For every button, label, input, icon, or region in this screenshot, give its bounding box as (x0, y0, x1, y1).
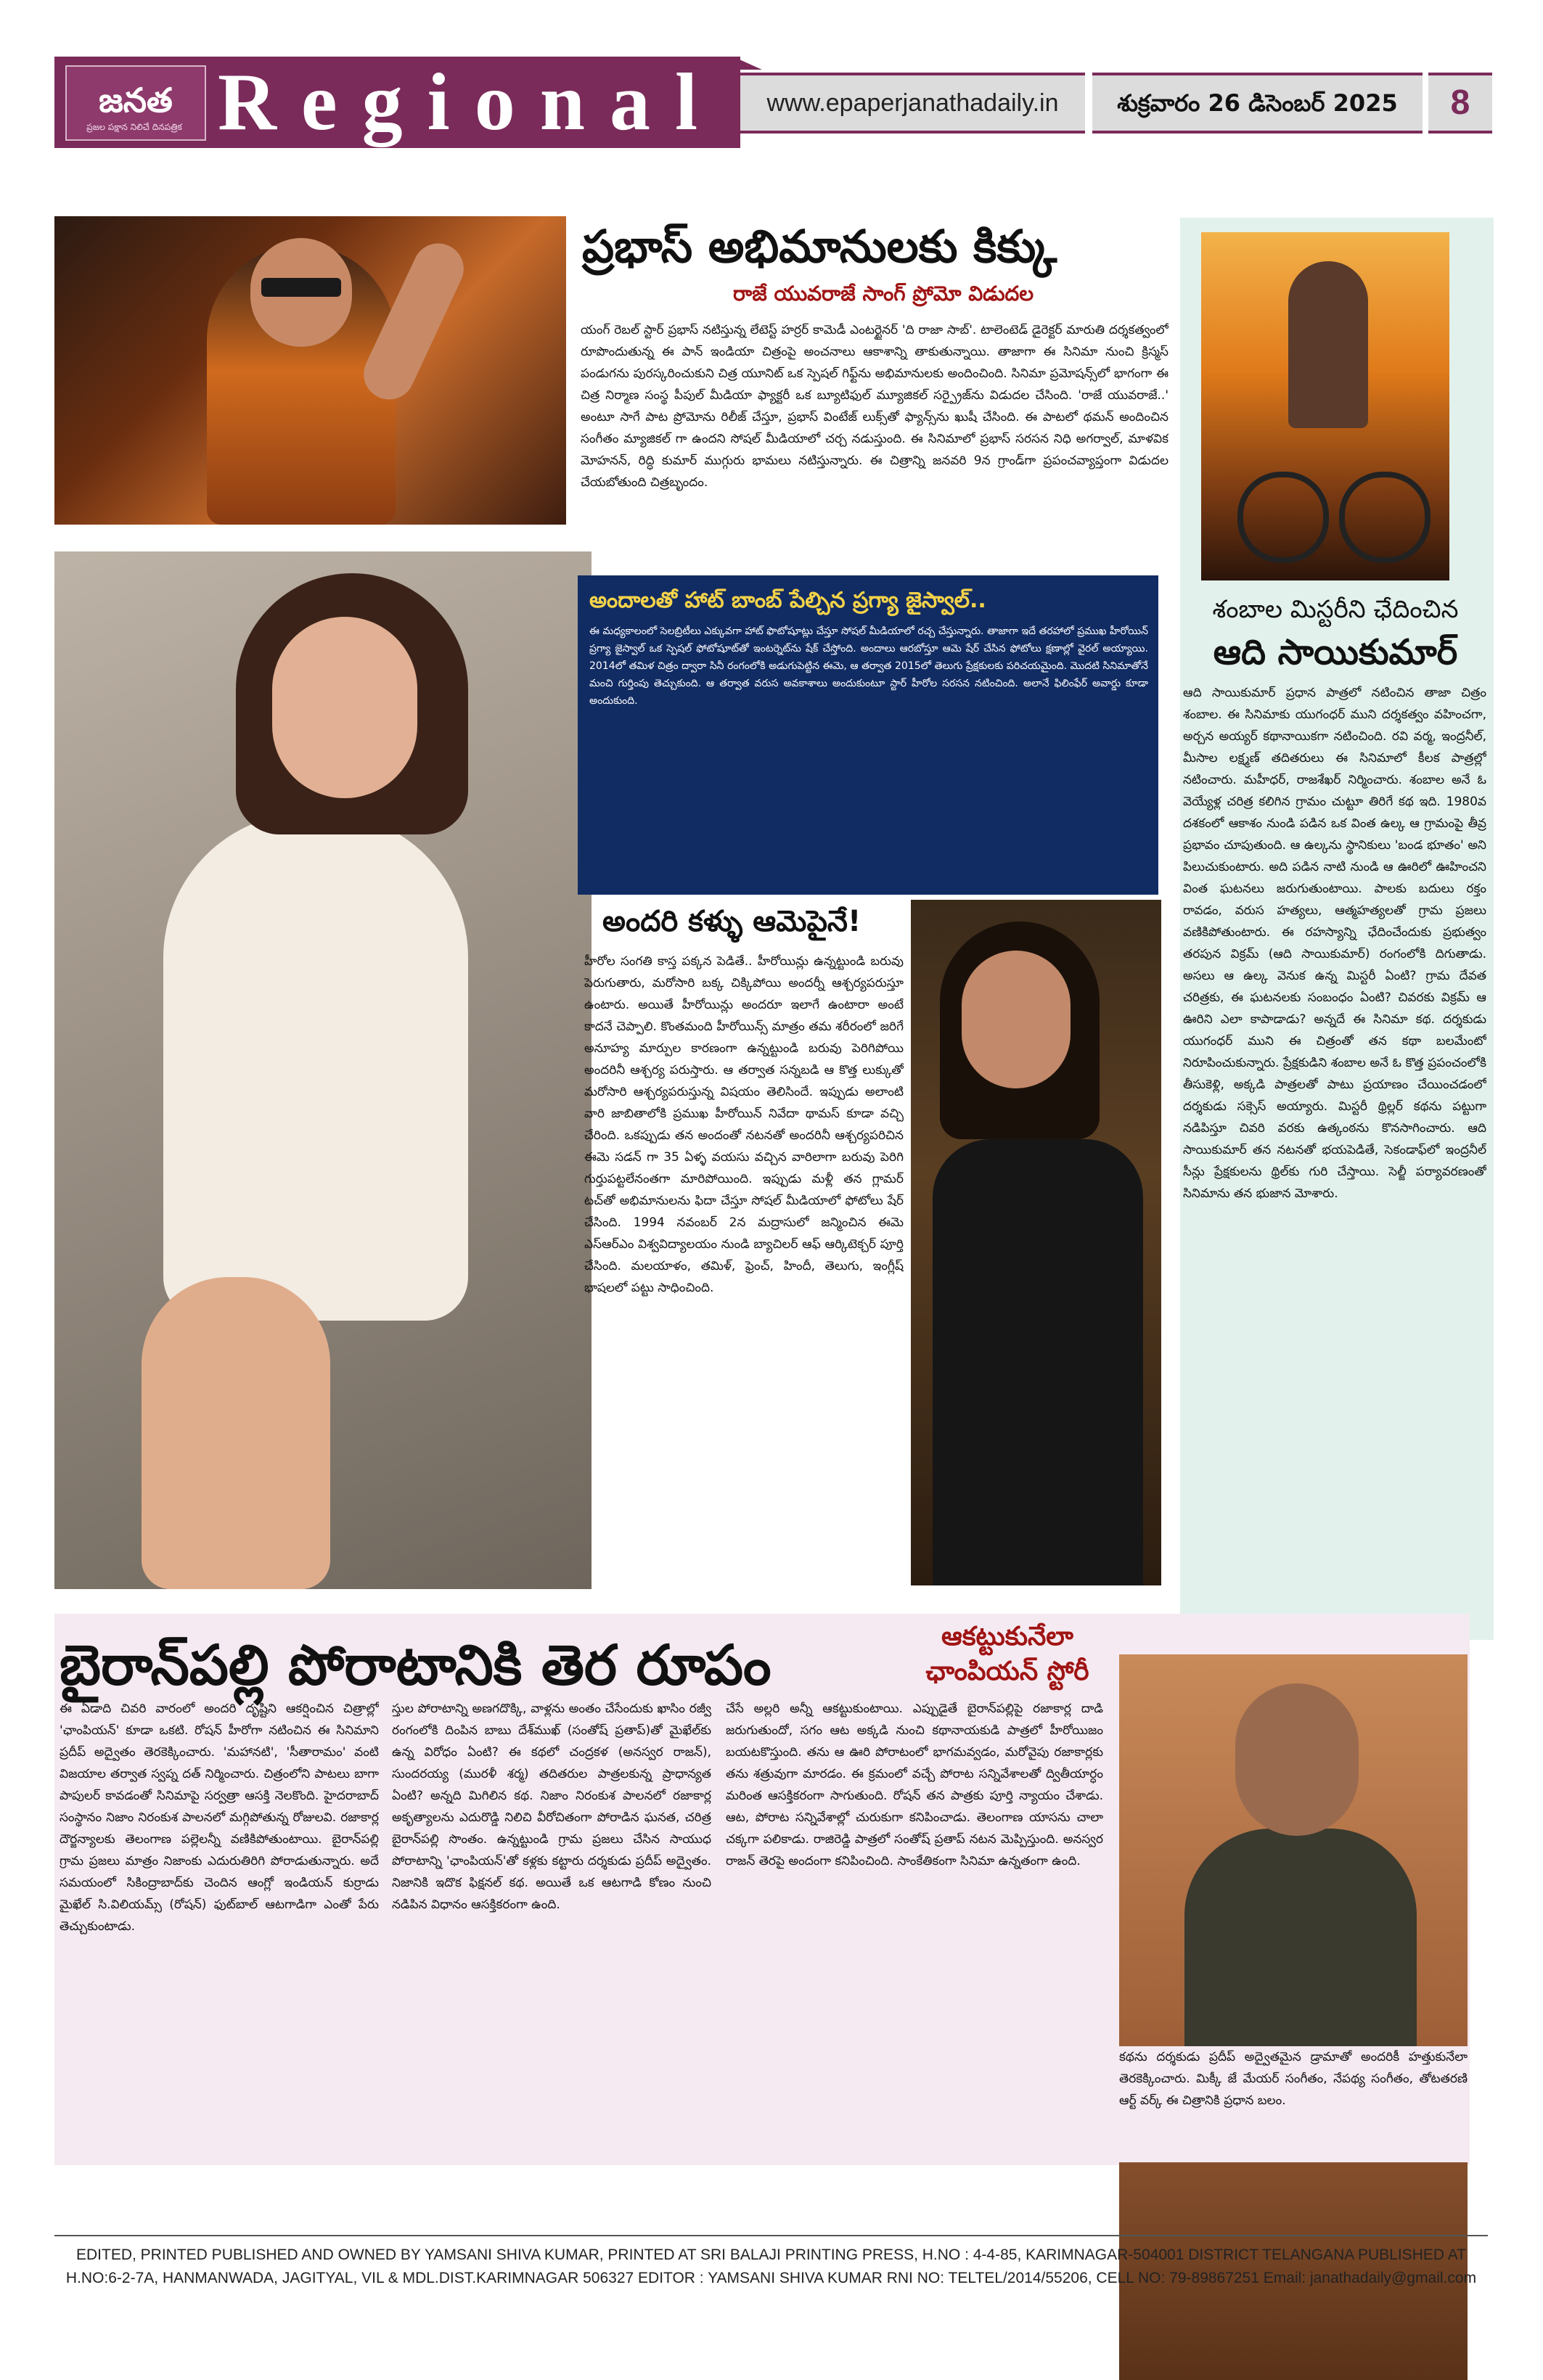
page-number: 8 (1428, 73, 1492, 134)
aadi-kicker: శంబాల మిస్టరీని ఛేదించిన (1212, 595, 1459, 624)
byranpally-headline: బైరాన్‌పల్లి పోరాటానికి తెర రూపం (60, 1633, 772, 1697)
byranpally-column-3: చేసే అల్లరి అన్నీ ఆకట్టుకుంటాయి. ఎప్పుడైతే బైరాన్‌పల్లిపై రజాకార్ల దాడి జరుగుతుందో, సగం ఆట అక్కడి నుంచి కథానాయకుడి పాత్రలో హీరోయిజం బయటకొస్తుంది. తను ఆ ఊరి పోరాటంలో భాగమవ్వడం, మరోవైపు రజాకార్లకు తను శత్రువుగా మారడం. ఈ క్రమంలో వచ్చే పోరాట సన్నివేశాలతో ద్వితీయార్ధం మరింత ఆసక్తికరంగా సాగుతుంది. రోషన్ తన పాత్రకు పూర్తి న్యాయం చేశాడు. ఆట, పోరాట సన్నివేశాల్లో చురుకుగా కనిపించాడు. తెలంగాణ యాసను చాలా చక్కగా పలికాడు. రాజిరెడ్డి పాత్రలో సంతోష్ ప్రతాప్ నటన మెప్పిస్తుంది. అనస్వర రాజన్ తెరపై అందంగా కనిపించింది. సాంకేతికంగా సినిమా ఉన్నతంగా ఉంది. (726, 1702, 1103, 1868)
champion-headline: ఛాంపియన్ స్టోరీ (925, 1657, 1089, 1686)
issue-date: శుక్రవారం 26 డిసెంబర్ 2025 (1092, 73, 1423, 134)
champion-kicker: ఆకట్టుకునేలా (941, 1622, 1073, 1651)
section-title: Regional (218, 57, 723, 147)
nivetha-photo (911, 900, 1161, 1585)
byranpally-column-1: ఈ ఏడాది చివరి వారంలో అందరి దృష్టిని ఆకర్షించిన చిత్రాల్లో 'ఛాంపియన్' కూడా ఒకటి. రోషన్ హీరోగా నటించిన ఈ సినిమాని ప్రదీప్ అద్వైతం తెరకెక్కించారు. 'మహానటి', 'సీతారామం' వంటి విజయాల తర్వాత స్వప్న దత్ నిర్మించారు. చిత్రంలోని పాటలు బాగా పాపులర్ కావడంతో సినిమాపై సర్వత్రా ఆసక్తి నెలకొంది. హైదరాబాద్ సంస్థానం నిజాం నిరంకుశ పాలనలో మగ్గిపోతున్న రోజులవి. రజాకార్ల దౌర్జన్యాలకు తెలంగాణ పల్లెలన్నీ వణికిపోతుంటాయి. బైరాన్‌పల్లి గ్రామ ప్రజలు మాత్రం నిజాంకు ఎదురుతిరిగి పోరాడుతున్నారు. అదే సమయంలో సికింద్రాబాద్‌కు చెందిన ఆంగ్లో ఇండియన్ కుర్రాడు మైఖేల్ సి.విలియమ్స్ (రోషన్) ఫుట్‌బాల్ ఆటగాడిగా ఎంతో పేరు తెచ్చుకుంటాడు. (60, 1702, 379, 1934)
logo-tagline: ప్రజల పక్షాన నిలిచే దినపత్రిక (86, 122, 182, 132)
website-url[interactable]: www.epaperjanathadaily.in (740, 73, 1085, 134)
prabhas-photo (54, 216, 566, 525)
footer-divider (54, 2235, 1488, 2236)
byranpally-column-4: కథను దర్శకుడు ప్రదీప్ అద్వైతమైన డ్రామాతో అందరికీ హత్తుకునేలా తెరకెక్కించారు. మిక్కీ జే మేయర్ సంగీతం, నేపథ్య సంగీతం, తోటతరణి ఆర్ట్ వర్క్ ఈ చిత్రానికి ప్రధాన బలం. (1119, 2046, 1468, 2162)
imprint-line-1: EDITED, PRINTED PUBLISHED AND OWNED BY YAMSANI SHIVA KUMAR, PRINTED AT SRI BALAJI PRINTING PRESS, H.NO : 4-4-85, KARIMNAGAR-504001 DISTRICT TELANGANA PUBLISHED AT (76, 2246, 1466, 2263)
aadi-body: ఆది సాయికుమార్ ప్రధాన పాత్రలో నటించిన తాజా చిత్రం శంబాల. ఈ సినిమాకు యుగంధర్ ముని దర్శకత్వం వహించగా, అర్చన అయ్యర్ కథానాయికగా నటించింది. రవి వర్మ, ఇంద్రనీల్, మీసాల లక్ష్మణ్ తదితరులు ఈ సినిమాలో కీలక పాత్రల్లో నటించారు. మహీధర్, రాజశేఖర్ నిర్మించారు. శంబాల అనే ఓ వెయ్యేళ్ల చరిత్ర కలిగిన గ్రామం చుట్టూ తిరిగే కథ ఇది. 1980వ దశకంలో ఆకాశం నుండి పడిన ఒక వింత ఉల్క ఆ గ్రామంపై తీవ్ర ప్రభావం చూపుతుంది. ఆ ఉల్కను స్థానికులు 'బండ భూతం' అని పిలుచుకుంటారు. అది పడిన నాటి నుండి ఆ ఊరిలో ఊహించని వింత ఘటనలు జరుగుతుంటాయి. పాలకు బదులు రక్తం రావడం, వరుస హత్యలు, ఆత్మహత్యలతో గ్రామ ప్రజలు వణికిపోతుంటారు. ఈ రహస్యాన్ని ఛేదించేందుకు ప్రభుత్వం తరపున విక్రమ్ (ఆది సాయికుమార్) రంగంలోకి దిగుతాడు. అసలు ఆ ఉల్క వెనుక ఉన్న మిస్టరీ ఏంటి? గ్రామ దేవత చరిత్రకు, ఈ ఘటనలకు సంబంధం ఏంటి? చివరకు విక్రమ్ ఆ ఊరిని ఎలా కాపాడాడు? అన్నదే ఈ సినిమా కథ. దర్శకుడు యుగంధర్ ముని ఈ చిత్రంతో తన కథా బలమేంటో నిరూపించుకున్నారు. ప్రేక్షకుడిని శంబాల అనే ఓ కొత్త ప్రపంచంలోకి తీసుకెళ్లి, అక్కడి పాత్రలతో పాటు ప్రయాణం చేయించడంలో దర్శకుడు సక్సెస్ అయ్యారు. మిస్టరీ థ్రిల్లర్ కథను పట్టుగా నడిపిస్తూ చివరి వరకు ఉత్కంఠను కొనసాగించారు. ఆది సాయికుమార్ తన నటనతో భయపెడితే, సెకండాఫ్‌లో ఇంద్రనీల్ సీన్లు ప్రేక్షకులను థ్రిల్‌కు గురి చేస్తాయి. సెల్జీ పర్యావరణంతో సినిమాను తన భుజాన మోశారు. (1183, 686, 1486, 1201)
header-notch (733, 57, 762, 70)
pragya-headline: అందాలతో హాట్ బాంబ్ పేల్చిన ప్రగ్యా జైస్వాల్.. (589, 588, 986, 613)
aadi-headline: ఆది సాయికుమార్ (1213, 632, 1458, 673)
newspaper-logo: జనత (65, 65, 206, 141)
nivetha-headline: అందరి కళ్ళు ఆమెపైనే! (602, 905, 861, 938)
prabhas-body: యంగ్ రెబల్ స్టార్ ప్రభాస్ నటిస్తున్న లేటెస్ట్ హర్రర్ కామెడీ ఎంటర్టైనర్ 'ది రాజా సాబ్'. టాలెంటెడ్ డైరెక్టర్ మారుతి దర్శకత్వంలో రూపొందుతున్న ఈ పాన్ ఇండియా చిత్రంపై అంచనాలు ఆకాశాన్ని తాకుతున్నాయి. తాజాగా ఈ సినిమా నుంచి క్రిస్మస్ పండుగను పురస్కరించుకుని చిత్ర యూనిట్ ఒక స్పెషల్ గిఫ్ట్‌ను అభిమానులకు అందించింది. సినిమా ప్రమోషన్స్‌లో భాగంగా ఈ చిత్ర నిర్మాణ సంస్థ పీపుల్ మీడియా ఫ్యాక్టరీ ఒక బ్యూటిఫుల్ మ్యూజికల్ సర్ప్రైజ్‌ను విడుదల చేసింది. 'రాజే యువరాజే..' అంటూ సాగే పాట ప్రోమోను రిలీజ్ చేస్తూ, ప్రభాస్ వింటేజ్ లుక్స్‌తో ఫ్యాన్స్‌ను ఖుషీ చేసింది. ఈ పాటలో థమన్ అందించిన సంగీతం మ్యాజికల్ గా ఉందని సోషల్ మీడియాలో చర్చ నడుస్తుంది. ఈ సినిమాలో ప్రభాస్ సరసన నిధి అగర్వాల్, మాళవిక మోహనన్, రిద్ధి కుమార్ ముగ్గురు భామలు నటిస్తున్నారు. ఈ చిత్రాన్ని జనవరి 9న గ్రాండ్‌గా ప్రపంచవ్యాప్తంగా విడుదల చేయబోతుంది చిత్రబృందం. (581, 323, 1168, 490)
imprint-footer (54, 2244, 1488, 2290)
prabhas-subheadline: రాజే యువరాజే సాంగ్ ప్రోమో విడుదల (733, 282, 1034, 305)
prabhas-headline: ప్రభాస్ అభిమానులకు కిక్కు (582, 220, 1057, 273)
pragya-body: ఈ మధ్యకాలంలో సెలబ్రిటీలు ఎక్కువగా హాట్ ఫొటోషూట్లు చేస్తూ సోషల్ మీడియాలో రచ్చ చేస్తున్నారు. తాజాగా ఇదే తరహాలో ప్రముఖ హీరోయిన్ ప్రగ్యా జైస్వాల్ ఒక స్పెషల్ ఫోటోషూట్‌తో ఇంటర్నెట్‌ను షేక్ చేస్తోంది. అందాలు ఆరబోస్తూ ఆమె షేర్ చేసిన ఫోటోలు క్షణాల్లో వైరల్ అయ్యాయి. 2014లో తమిళ చిత్రం ద్వారా సినీ రంగంలోకి అడుగుపెట్టిన ఈమె, ఆ తర్వాత 2015లో తెలుగు ప్రేక్షకులకు పరిచయమైంది. మొదటి సినిమాతోనే మంచి గుర్తింపు తెచ్చుకుంది. ఆ తర్వాత వరుస అవకాశాలు అందుకుంటూ స్టార్ హీరోల సరసన నటించింది. అలానే ఫిలింఫేర్ అవార్డు కూడా అందుకుంది. (589, 625, 1148, 707)
pragya-photo (54, 551, 592, 1589)
nivetha-body: హీరోల సంగతి కాస్త పక్కన పెడితే.. హీరోయిన్లు ఉన్నట్టుండి బరువు పెరుగుతారు, మరోసారి బక్క చిక్కిపోయి అందర్నీ ఆశ్చర్యపరుస్తూ ఉంటారు. అయితే హీరోయిన్లు అందరూ ఇలాగే ఉంటారా అంటే కాదనే చెప్పాలి. కొంతమంది హీరోయిన్స్ మాత్రం తమ శరీరంలో జరిగే అనూహ్య మార్పుల కారణంగా ఉన్నట్టుండి బరువు పెరిగిపోయి అందరినీ ఆశ్చర్య పరుస్తారు. ఆ తర్వాత సన్నబడి ఆ కొత్త లుక్కుతో మరోసారి ఆశ్చర్యపరుస్తున్న విషయం తెలిసిందే. ఇప్పుడు అలాంటి వారి జాబితాలోకి ప్రముఖ హీరోయిన్ నివేదా థామస్ కూడా వచ్చి చేరింది. ఒకప్పుడు తన అందంతో నటనతో అందరినీ ఆశ్చర్యపరిచిన ఈమె సడన్ గా 35 ఏళ్ళ వయసు వచ్చిన వారిలాగా బరువు పెరిగి గుర్తుపట్టలేనంతగా మారిపోయింది. ఇప్పుడు మళ్లీ తన గ్లామర్ టచ్‌తో అభిమానులను ఫిదా చేస్తూ సోషల్ మీడియాలో ఫోటోలు షేర్ చేసింది. 1994 నవంబర్ 2న మద్రాసులో జన్మించిన ఈమె ఎస్ఆర్ఎం విశ్వవిద్యాలయం నుండి బ్యాచిలర్ ఆఫ్ ఆర్కిటెక్చర్ పూర్తి చేసింది. మలయాళం, తమిళ్, ఫ్రెంచ్, హిందీ, తెలుగు, ఇంగ్లీష్ భాషలలో పట్టు సాధించింది. (584, 954, 904, 1295)
imprint-line-2: H.NO:6-2-7A, HANMANWADA, JAGITYAL, VIL & MDL.DIST.KARIMNAGAR 506327 EDITOR : YAMSANI SHIVA KUMAR RNI NO: TELTEL/2014/55206, CELL NO: 79-89867251 Email: janathadaily@gmail.com (65, 2270, 1477, 2286)
byranpally-column-2: స్తుల పోరాటాన్ని అణగదొక్కి, వాళ్లను అంతం చేసేందుకు ఖాసిం రజ్వీ రంగంలోకి దింపిన బాబు దేశ్‌ముఖ్ (సంతోష్ ప్రతాప్)తో మైఖేల్‌కు ఉన్న విరోధం ఏంటి? ఈ కథలో చంద్రకళ (అనస్వర రాజన్), సుందరయ్య (మురళీ శర్మ) తదితరుల పాత్రలకున్న ప్రాధాన్యత ఏంటి? అన్నది మిగిలిన కథ. నిజాం నిరంకుశ పాలనలో రజాకార్ల అకృత్యాలను ఎదురొడ్డి నిలిచి వీరోచితంగా పోరాడిన ఘనత, చరిత్ర బైరాన్‌పల్లి సొంతం. ఉన్నట్టుండి గ్రామ ప్రజలు చేసిన సాయుధ పోరాటాన్ని 'ఛాంపియన్'తో కళ్లకు కట్టారు దర్శకుడు ప్రదీప్ అద్వైతం. నిజానికి ఇదొక ఫిక్షనల్ కథ. అయితే ఒక ఆటగాడి కోణం నుంచి నడిపిన విధానం ఆసక్తికరంగా ఉంది. (392, 1702, 711, 1912)
aadi-photo (1201, 232, 1449, 580)
